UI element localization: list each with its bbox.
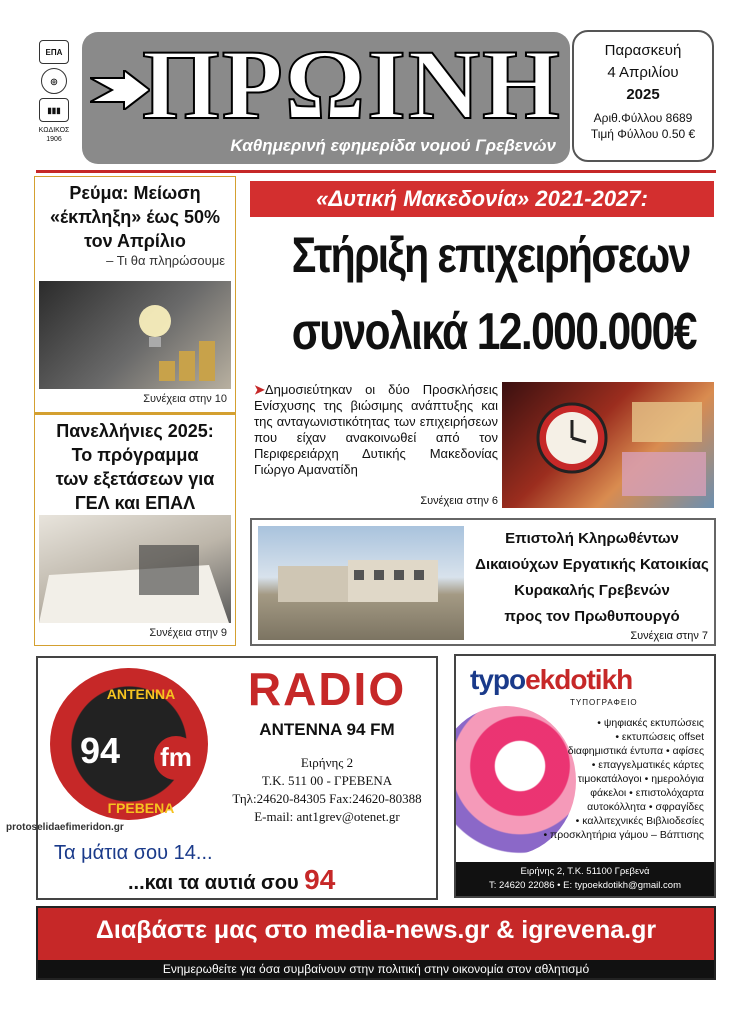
issue-day: Παρασκευή — [604, 42, 682, 59]
story-electricity-sub: – Τι θα πληρώσουμε — [106, 253, 225, 268]
main-story-banner: «Δυτική Μακεδονία» 2021-2027: — [250, 181, 714, 217]
exam-desk-icon — [39, 515, 231, 623]
masthead-badges — [36, 40, 72, 166]
radio-subtitle: ANTENNA 94 FM — [259, 720, 395, 739]
issue-number: Αριθ.Φύλλου 8689 — [593, 111, 693, 125]
left-divider — [35, 412, 235, 415]
issue-year: 2025 — [626, 86, 660, 103]
issue-price: Τιμή Φύλλου 0.50 € — [590, 127, 696, 141]
story-exams-headline: Πανελλήνιες 2025: Το πρόγραμμα των εξετάσεων για ΓΕΛ και ΕΠΑΛ — [55, 421, 215, 513]
newspaper-title: ΠΡΩΙΝΗ — [142, 32, 562, 140]
second-story-headline: Επιστολή Κληρωθέντων Δικαιούχων Εργατικής Κατοικίας Κυρακαλής Γρεβενών προς τον Πρωθυπουργό — [475, 530, 709, 625]
bottom-banner-sub: Ενημερωθείτε για όσα συμβαίνουν στην πολιτική στην οικονομία στον αθλητισμό — [38, 960, 714, 978]
buildings-icon — [258, 526, 464, 640]
seal-icon: ◎ — [41, 68, 67, 94]
typoekdotikh-contact: Ειρήνης 2, Τ.Κ. 51100 Γρεβενά Τ: 24620 22086 • E: typoekdotikh@gmail.com — [456, 862, 714, 896]
typoekdotikh-advertisement[interactable] — [454, 654, 716, 898]
story-electricity[interactable] — [35, 181, 235, 268]
code-label: ΚΩΔΙΚΟΣ 1906 — [38, 127, 70, 143]
typoekdotikh-logo: typoekdotikh — [470, 664, 633, 695]
second-story[interactable] — [250, 518, 716, 646]
radio-slogan-1: Τα μάτια σου 14... — [54, 842, 213, 864]
story-electricity-continued[interactable]: Συνέχεια στην 10 — [143, 393, 227, 405]
date-box — [572, 30, 714, 162]
main-story-body: ➤Δημοσιεύτηκαν οι δύο Προσκλήσεις Ενίσχυσης της βιώσιμης ανάπτυξης και της ανταγωνιστικότητας των επιχειρήσεων που είχαν ανακοινωθεί από τον Περιφερειάρχη Δυτικής Μακεδονίας Γιώργο Αμανατίδη — [254, 382, 498, 477]
main-story-continued[interactable]: Συνέχεια στην 6 — [420, 495, 498, 507]
arrow-bullet-icon: ➤ — [254, 382, 265, 397]
alarm-clock-icon — [502, 382, 714, 508]
radio-slogan-2: ...και τα αυτιά σου 94 — [128, 864, 336, 895]
story-electricity-headline: Ρεύμα: Μείωση «έκπληξη» έως 50% τον Απρίλιο — [49, 183, 221, 251]
lightbulb-coins-icon — [39, 281, 231, 389]
left-column — [34, 176, 236, 646]
arrow-logo-icon — [90, 70, 150, 110]
main-headline-line1[interactable]: Στήριξη επιχειρήσεων — [291, 227, 690, 283]
exams-photo — [39, 515, 231, 623]
top-divider — [36, 170, 716, 173]
radio-title: RADIO — [247, 663, 407, 715]
bottom-banner-main: Διαβάστε μας στο media-news.gr & igrevena.gr — [95, 916, 657, 944]
radio-advertisement[interactable] — [36, 656, 438, 900]
story-exams[interactable] — [35, 419, 235, 515]
newspaper-subtitle: Καθημερινή εφημερίδα νομού Γρεβενών — [230, 136, 556, 155]
money-clock-photo — [502, 382, 714, 508]
electricity-photo — [39, 281, 231, 389]
typoekdotikh-tagline: ΤΥΠΟΓΡΑΦΕΙΟ — [570, 698, 638, 707]
main-headline-line2[interactable]: συνολικά 12.000.000€ — [291, 303, 696, 361]
story-exams-continued[interactable]: Συνέχεια στην 9 — [149, 627, 227, 639]
bottom-banner[interactable] — [36, 906, 716, 980]
second-story-continued[interactable]: Συνέχεια στην 7 — [630, 630, 708, 642]
housing-photo — [258, 526, 464, 640]
barcode-icon: ▮▮▮ — [39, 98, 69, 122]
epa-badge: ΕΠΑ — [39, 40, 69, 64]
services-list: • ψηφιακές εκτυπώσεις • εκτυπώσεις offset διαφημιστικά έντυπα • αφίσες • επαγγελματικές κάρτες τιμοκατάλογοι • ημερολόγια φάκελοι • επιστολόχαρτα αυτοκόλλητα • σφραγίδες • καλλιτεχνικές Βιβλιοδεσίες • προσκλητήρια γάμου – Βάπτισης — [543, 717, 704, 841]
issue-date: 4 Απριλίου — [607, 64, 679, 81]
masthead — [82, 32, 570, 164]
watermark: protoselidaefimeridon.gr — [6, 822, 124, 833]
radio-contact: Ειρήνης 2 Τ.Κ. 511 00 - ΓΡΕΒΕΝΑ Τηλ:24620-84305 Fax:24620-80388 E-mail: ant1grev@otenet.gr — [232, 755, 422, 824]
antenna-logo: ΑΝΤΕΝΝΑ 94 fm ΓΡΕΒΕΝΑ — [50, 668, 208, 820]
